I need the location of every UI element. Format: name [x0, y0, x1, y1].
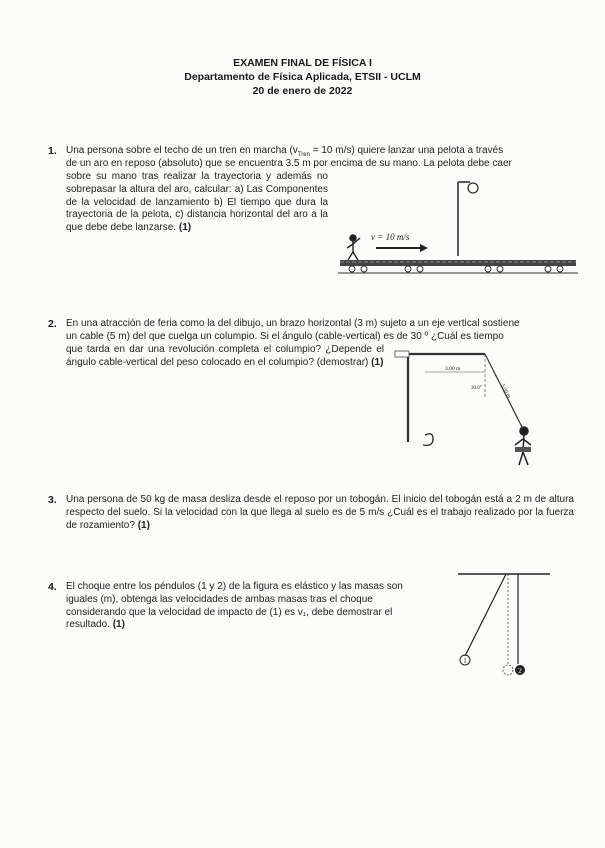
cable-length-label: 5.00 m — [499, 383, 512, 400]
exam-date: 20 de enero de 2022 — [252, 85, 353, 97]
question-1-number: 1. — [48, 145, 57, 157]
question-3-body: Una persona de 50 kg de masa desliza desde el reposo por un tobogán. El inicio del tobogán está a 2 m de altura respecto del suelo. Si la velocidad con la que llega al suelo es de 5 m/s ¿Cuál es el trabajo realizado por la fuerza de rozamiento? (1) — [66, 494, 574, 531]
person-icon — [347, 235, 360, 260]
department: Departamento de Física Aplicada, ETSII - UCLM — [184, 71, 421, 83]
velocity-arrow — [376, 244, 428, 252]
velocity-label: v = 10 m/s — [371, 232, 410, 242]
exam-title: EXAMEN FINAL DE FÍSICA I — [233, 57, 372, 69]
question-2-body: que tarda en dar una revolución completa el columpio? ¿Depende el ángulo cable-vertical del peso colocado en el columpio? (demostrar) (1) — [66, 344, 384, 368]
question-1-body: sobre su mano tras realizar la trayectoria y además no sobrepasar la altura del aro, calcular: a) Las Componentes de la velocidad de lanzamiento b) El tiempo que dura la trayectoria de la pelota, c) distancia horizontal del aro a la que debe debe lanzarse. (1) — [66, 171, 328, 234]
arm-length-label: 3.00 m — [445, 366, 461, 372]
exam-header — [0, 56, 605, 98]
question-3-number: 3. — [48, 494, 57, 506]
train-body — [338, 260, 578, 273]
pendulum-ball-2: 2 — [518, 667, 522, 675]
swing-person-icon — [515, 427, 531, 465]
question-1-line-2: de un aro en reposo (absoluto) que se encuentra 3.5 m por encima de su mano. La pelota debe caer — [66, 158, 512, 169]
question-4-number: 4. — [48, 581, 57, 593]
pendulum-figure — [450, 568, 560, 683]
hoop-icon — [468, 183, 478, 193]
train-figure — [338, 176, 578, 276]
question-1-line-1: Una persona sobre el techo de un tren en marcha ($v_{Tren} = 10$ m/s) quiere lanzar una pelota a través — [66, 145, 504, 158]
question-4-body: El choque entre los péndulos (1 y 2) de la figura es elástico y las masas son iguales (m), obtenga las velocidades de ambas masas tras el choque considerando que la velocidad de impacto de (1) es v₁, debe demostrar el resultado. (1) — [66, 581, 403, 631]
question-2-number: 2. — [48, 318, 57, 330]
angle-label: 30.0° — [471, 386, 482, 391]
swing-ride-figure — [395, 347, 555, 477]
question-2-line-1: En una atracción de feria como la del dibujo, un brazo horizontal (3 m) sujeto a un eje vertical sostiene — [66, 318, 520, 329]
question-2-line-2: un cable (5 m) del que cuelga un columpio. Si el ángulo (cable-vertical) es de 30 º ¿Cuál es tiempo — [66, 331, 504, 342]
pendulum-ball-1: 1 — [463, 657, 467, 665]
